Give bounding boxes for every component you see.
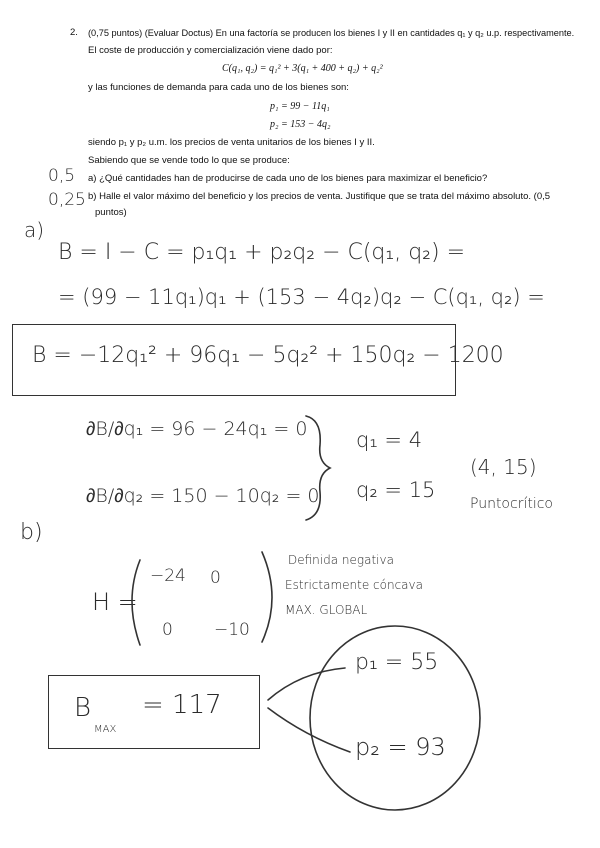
score-b: 0,25: [48, 190, 86, 210]
hessian-note-3: MAX. GLOBAL: [285, 603, 368, 617]
score-a: 0,5: [48, 166, 76, 186]
system-brace: [306, 416, 330, 520]
bmax-subscript: MAX: [94, 724, 117, 735]
sold-note: Sabiendo que se vende todo lo que se produce:: [88, 155, 290, 166]
part-b-text-line2: puntos): [95, 207, 127, 218]
cost-intro: El coste de producción y comercialización viene dado por:: [88, 45, 333, 56]
hessian-note-2: Estrictamente cóncava: [285, 578, 423, 592]
profit-line-1: B = I − C = p₁q₁ + p₂q₂ − C(q₁, q₂) =: [58, 240, 465, 265]
hessian-name: H =: [92, 588, 138, 616]
question-number: 2.: [70, 27, 78, 38]
hessian-left-paren: [132, 560, 140, 645]
bmax-label: B: [74, 693, 92, 723]
bmax-value: = 117: [142, 690, 222, 720]
hessian-a12: 0: [210, 568, 221, 588]
demand-intro: y las funciones de demanda para cada uno de los bienes son:: [88, 82, 349, 93]
hessian-right-paren: [262, 552, 272, 642]
profit-function: B = −12q₁² + 96q₁ − 5q₂² + 150q₂ − 1200: [32, 343, 504, 368]
price-p2: p₂ = 93: [355, 733, 446, 761]
q1-solution: q₁ = 4: [356, 428, 423, 452]
partial-derivative-q2: ∂B/∂q₂ = 150 − 10q₂ = 0: [86, 485, 320, 507]
connector-to-p1: [268, 668, 345, 700]
profit-line-2: = (99 − 11q₁)q₁ + (153 − 4q₂)q₂ − C(q₁, q₂) =: [58, 285, 545, 309]
part-b-text-line1: b) Halle el valor máximo del beneficio y los precios de venta. Justifique que se trata del máximo absoluto. (0,5: [88, 191, 551, 202]
hessian-a11: −24: [150, 566, 186, 586]
label-a: a): [24, 218, 45, 242]
p2-formula: p₂ = 153 − 4q₂: [270, 119, 331, 130]
question-header: (0,75 puntos) (Evaluar Doctus) En una factoría se producen los bienes I y II en cantidades q₁ y q₂ u.p. respectivamente.: [88, 28, 575, 38]
label-b: b): [20, 520, 43, 545]
connector-to-p2: [268, 708, 350, 752]
hessian-a21: 0: [162, 620, 173, 640]
partial-derivative-q1: ∂B/∂q₁ = 96 − 24q₁ = 0: [86, 418, 308, 440]
part-a-text: a) ¿Qué cantidades han de producirse de cada uno de los bienes para maximizar el beneficio?: [88, 173, 488, 184]
critical-point: (4, 15): [470, 455, 537, 479]
hessian-note-1: Definida negativa: [288, 553, 394, 567]
prices-note: siendo p₁ y p₂ u.m. los precios de venta unitarios de los bienes I y II.: [88, 137, 375, 148]
cost-formula: C(q₁, q₂) = q₁² + 3(q₁ + 400 + q₂) + q₂²: [222, 63, 383, 74]
p1-formula: p₁ = 99 − 11q₁: [270, 101, 330, 112]
hessian-a22: −10: [214, 620, 250, 640]
q2-solution: q₂ = 15: [356, 478, 436, 502]
critical-point-label: Puntocrítico: [470, 496, 553, 512]
prices-circle: [310, 626, 480, 810]
price-p1: p₁ = 55: [355, 650, 439, 675]
